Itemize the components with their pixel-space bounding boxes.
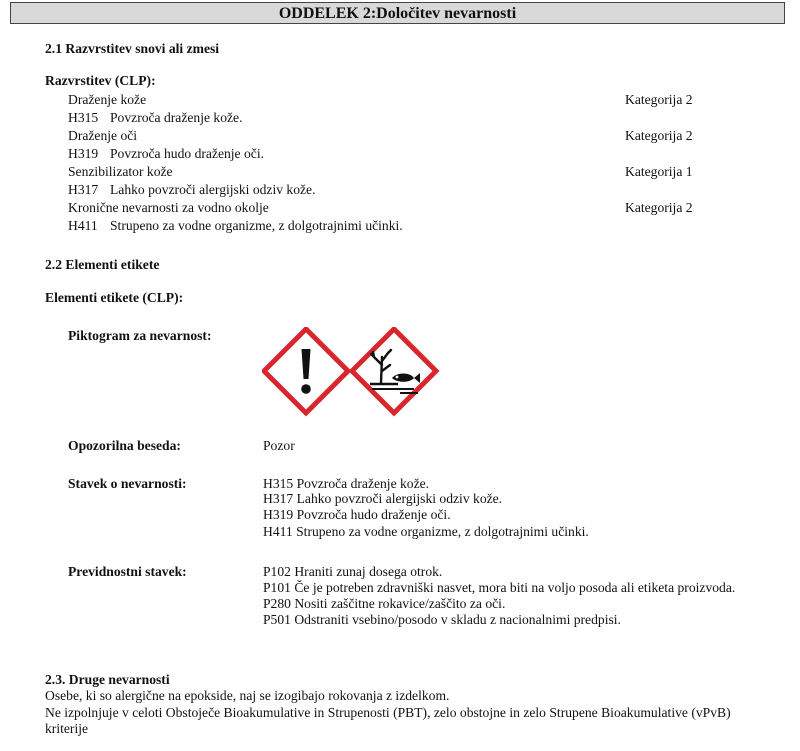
section-2-1-heading: 2.1 Razvrstitev snovi ali zmesi: [45, 41, 220, 56]
class-name: Draženje kože: [68, 92, 147, 107]
class-category: Kategorija 2: [625, 128, 693, 143]
signal-word-label: Opozorilna beseda:: [68, 438, 181, 453]
other-hazards-text: kriterije: [45, 721, 89, 736]
hazard-pictograms: [262, 327, 442, 417]
precautionary-statement: P101 Če je potreben zdravniški nasvet, mora biti na voljo posoda ali etiketa proizvoda.: [263, 580, 736, 595]
environment-hazard-icon: [352, 329, 436, 413]
class-hazard-code: H319: [68, 146, 99, 161]
class-category: Kategorija 2: [625, 92, 693, 107]
pictogram-label: Piktogram za nevarnost:: [68, 328, 212, 343]
other-hazards-text: Ne izpolnjuje v celoti Obstoječe Bioakumulative in Strupenosti (PBT), zelo obstojne in zelo Strupene Bioakumulative (vPvB): [45, 705, 731, 720]
hazard-statement: H411 Strupeno za vodne organizme, z dolgotrajnimi učinki.: [263, 524, 589, 539]
class-name: Kronične nevarnosti za vodno okolje: [68, 200, 269, 215]
hazard-statements-label: Stavek o nevarnosti:: [68, 476, 187, 491]
class-hazard-code: H411: [68, 218, 98, 233]
label-elements-clp-label: Elementi etikete (CLP):: [45, 290, 184, 305]
class-name: Senzibilizator kože: [68, 164, 173, 179]
class-hazard-code: H315: [68, 110, 99, 125]
precautionary-statements-label: Previdnostni stavek:: [68, 564, 187, 579]
class-hazard-text: Povzroča draženje kože.: [110, 110, 243, 125]
class-hazard-text: Strupeno za vodne organizme, z dolgotrajnimi učinki.: [110, 218, 403, 233]
exclamation-mark-icon: [264, 329, 348, 413]
precautionary-statement: P280 Nositi zaščitne rokavice/zaščito za oči.: [263, 596, 506, 611]
hazard-statement: H315 Povzroča draženje kože.: [263, 476, 430, 491]
class-hazard-text: Povzroča hudo draženje oči.: [110, 146, 264, 161]
class-category: Kategorija 2: [625, 200, 693, 215]
class-hazard-code: H317: [68, 182, 99, 197]
class-hazard-line: [68, 146, 264, 162]
class-hazard-line: [68, 218, 403, 234]
class-hazard-line: [68, 110, 242, 126]
class-category: Kategorija 1: [625, 164, 693, 179]
hazard-statement: H317 Lahko povzroči alergijski odziv kože.: [263, 491, 503, 506]
class-name: Draženje oči: [68, 128, 138, 143]
section-2-3-heading: 2.3. Druge nevarnosti: [45, 672, 170, 687]
other-hazards-text: Osebe, ki so alergične na epokside, naj se izogibajo rokovanja z izdelkom.: [45, 688, 450, 703]
precautionary-statement: P102 Hraniti zunaj dosega otrok.: [263, 564, 443, 579]
class-hazard-line: [68, 182, 315, 198]
hazard-statement: H319 Povzroča hudo draženje oči.: [263, 507, 451, 522]
class-hazard-text: Lahko povzroči alergijski odziv kože.: [110, 182, 316, 197]
signal-word: Pozor: [263, 438, 295, 453]
classification-clp-label: Razvrstitev (CLP):: [45, 73, 156, 88]
precautionary-statement: P501 Odstraniti vsebino/posodo v skladu z nacionalnimi predpisi.: [263, 612, 621, 627]
section-header: ODDELEK 2:Določitev nevarnosti: [10, 2, 785, 24]
section-2-2-heading: 2.2 Elementi etikete: [45, 257, 160, 272]
